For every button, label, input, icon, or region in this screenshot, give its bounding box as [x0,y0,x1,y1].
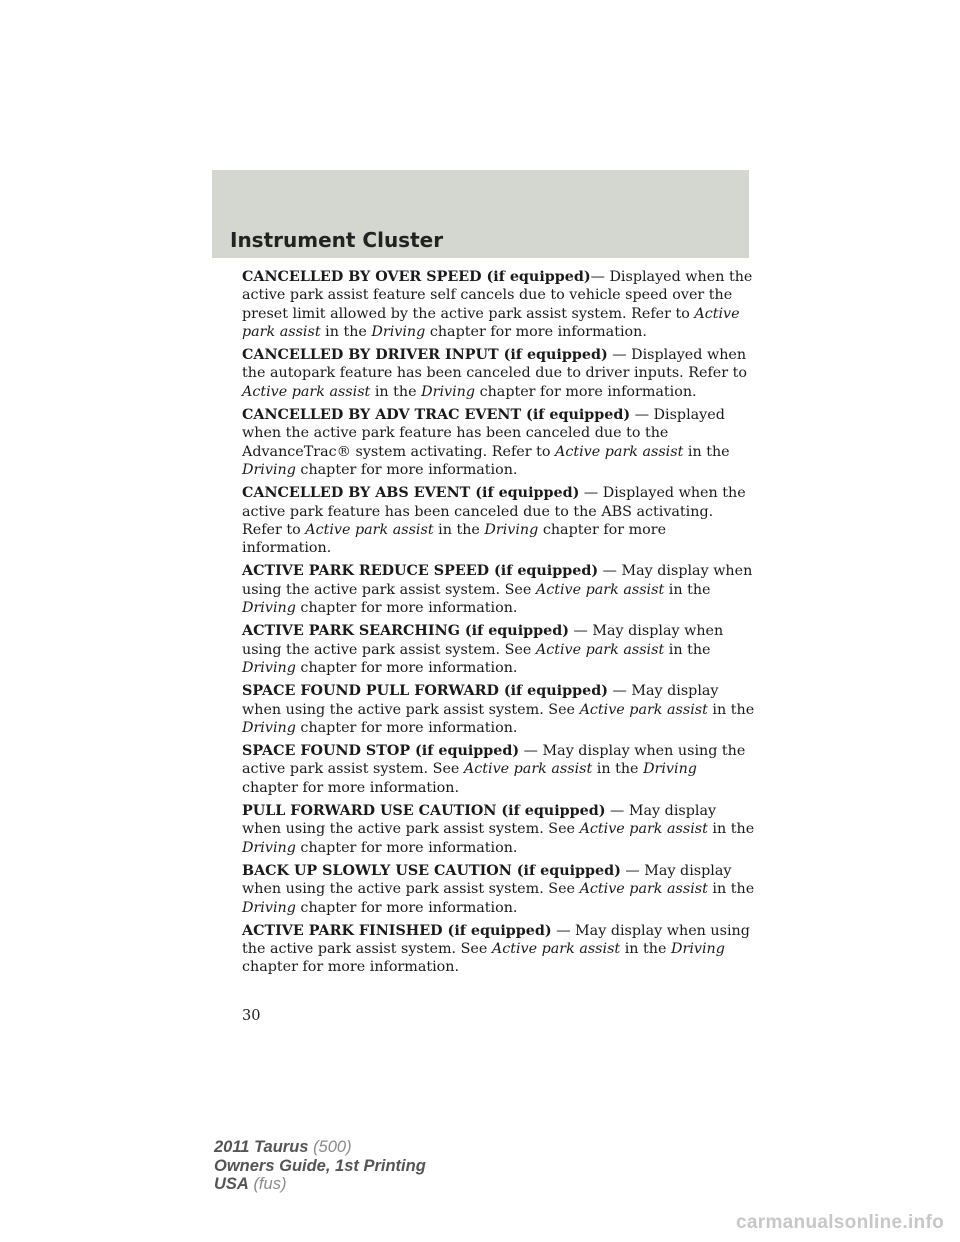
cross-reference-topic: Active park assist [555,443,684,460]
message-term: BACK UP SLOWLY USE CAUTION (if equipped) [242,862,621,879]
cross-reference-topic: Active park assist [242,383,371,400]
watermark: carmanualsonline.info [736,1212,944,1233]
cross-reference-topic: Active park assist [535,641,665,658]
cross-reference-topic: Active park assist [463,761,593,778]
cross-reference-topic: Active park assist [579,881,708,898]
cross-reference-topic: Active park assist [491,941,621,958]
message-entry: PULL FORWARD USE CAUTION (if equipped) — May display when using the active park assist system. See Active park assist in the Driving chapter for more information. [242,803,755,856]
page-number: 30 [242,1008,261,1024]
cross-reference-topic: Active park assist [535,581,665,598]
message-entry: SPACE FOUND STOP (if equipped) — May display when using the active park assist system. See Active park assist in the Driving chapter for more information. [242,743,746,796]
cross-reference-chapter: Driving [242,839,296,856]
message-term: CANCELLED BY ABS EVENT (if equipped) [242,485,580,502]
cross-reference-chapter: Driving [421,383,476,400]
cross-reference-topic: Active park assist [579,821,708,838]
section-title: Instrument Cluster [230,228,444,252]
cross-reference-chapter: Driving [643,761,697,778]
message-entry: ACTIVE PARK FINISHED (if equipped) — May display when using the active park assist system. See Active park assist in the Driving chapter for more information. [242,922,750,976]
message-term: CANCELLED BY DRIVER INPUT (if equipped) [242,347,608,364]
message-entry: ACTIVE PARK SEARCHING (if equipped) — May display when using the active park assist system. See Active park assist in the Driving chapter for more information. [242,623,724,676]
cross-reference-topic: Active park assist [242,305,740,340]
footer-model-line: 2011 Taurus (500) [214,1138,352,1156]
message-entry: ACTIVE PARK REDUCE SPEED (if equipped) — May display when using the active park assist system. See Active park assist in the Driving chapter for more information. [242,563,753,617]
cross-reference-chapter: Driving [671,941,725,958]
cross-reference-chapter: Driving [242,899,296,916]
message-term: ACTIVE PARK SEARCHING (if equipped) [242,623,569,640]
message-term: PULL FORWARD USE CAUTION (if equipped) [242,803,606,820]
message-entry: SPACE FOUND PULL FORWARD (if equipped) — May display when using the active park assist system. See Active park assist in the Driving chapter for more information. [242,683,755,736]
cross-reference-chapter: Driving [242,461,296,478]
message-list [242,268,757,982]
message-entry: BACK UP SLOWLY USE CAUTION (if equipped) — May display when using the active park assist system. See Active park assist in the Driving chapter for more information. [242,862,755,916]
message-entry: CANCELLED BY ABS EVENT (if equipped) — Displayed when the active park feature has been canceled due to the ABS activating. Refer to Active park assist in the Driving chapter for more information. [242,485,746,557]
cross-reference-topic: Active park assist [305,521,434,538]
message-term: SPACE FOUND STOP (if equipped) [242,743,520,760]
message-term: ACTIVE PARK REDUCE SPEED (if equipped) [242,563,599,580]
message-term: ACTIVE PARK FINISHED (if equipped) [242,922,552,939]
cross-reference-chapter: Driving [371,323,426,340]
cross-reference-chapter: Driving [242,719,296,736]
document-footer [214,1138,426,1194]
footer-region-line: USA (fus) [214,1175,287,1193]
message-term: SPACE FOUND PULL FORWARD (if equipped) [242,683,608,700]
message-entry: CANCELLED BY ADV TRAC EVENT (if equipped) — Displayed when the active park feature has been canceled due to the AdvanceTrac® system activating. Refer to Active park assist in the Driving chapter for more information. [242,407,730,478]
cross-reference-chapter: Driving [242,659,296,676]
cross-reference-chapter: Driving [242,600,296,617]
cross-reference-chapter: Driving [484,521,539,538]
footer-guide-line: Owners Guide, 1st Printing [214,1156,426,1175]
message-term: CANCELLED BY ADV TRAC EVENT (if equipped) [242,407,631,424]
message-term: CANCELLED BY OVER SPEED (if equipped) [242,269,591,285]
section-header-band [212,170,749,258]
cross-reference-topic: Active park assist [579,701,708,718]
message-entry: CANCELLED BY DRIVER INPUT (if equipped) — Displayed when the autopark feature has been canceled due to driver inputs. Refer to Active park assist in the Driving chapter for more information. [242,347,747,400]
message-entry: CANCELLED BY OVER SPEED (if equipped)— Displayed when the active park assist feature self cancels due to vehicle speed over the preset limit allowed by the active park assist system. Refer to Active park assist in the Driving chapter for more information. [242,269,753,340]
